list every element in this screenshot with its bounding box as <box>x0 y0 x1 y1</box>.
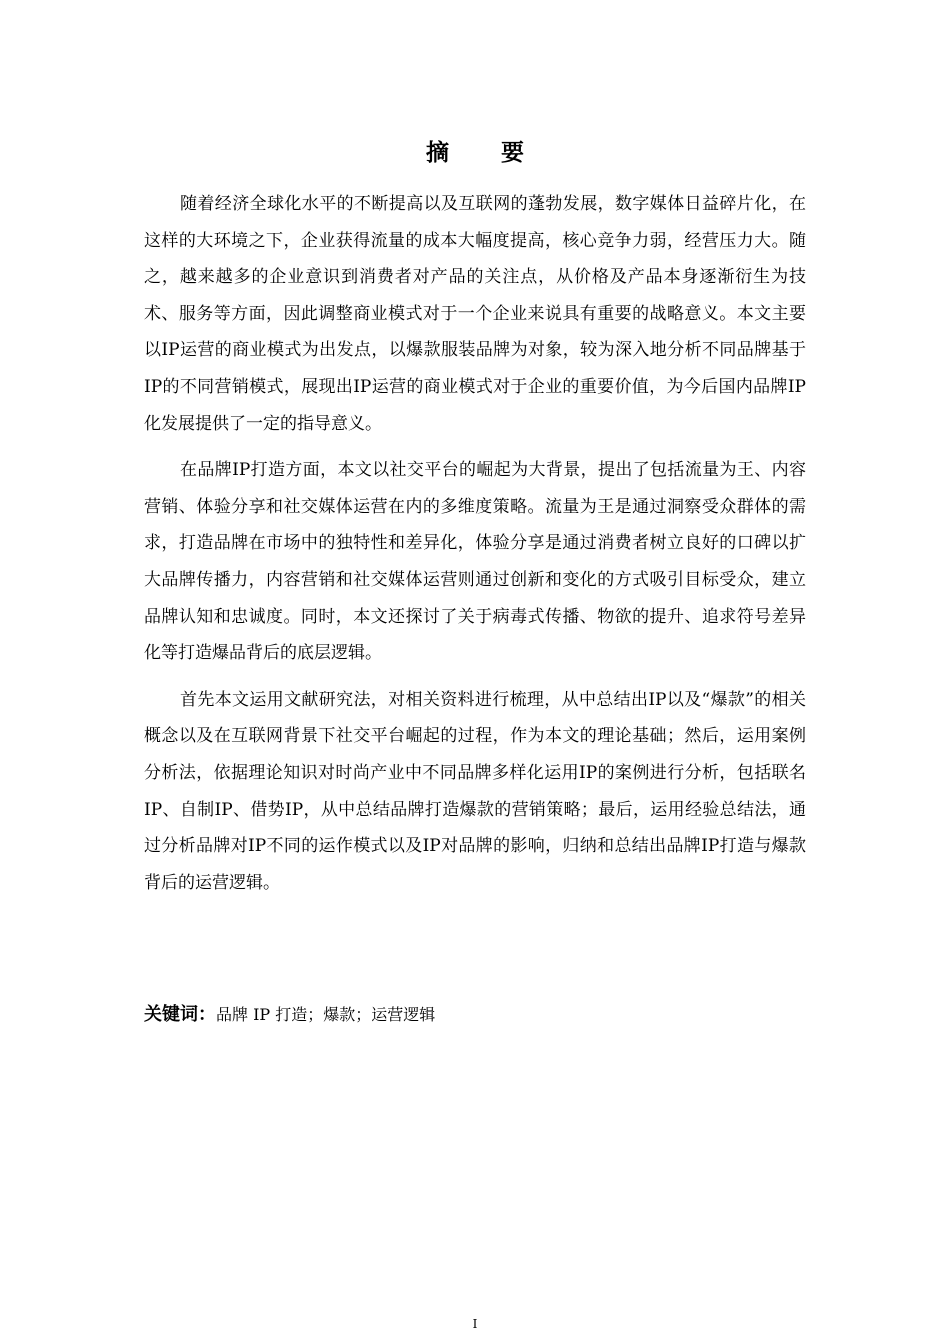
abstract-body <box>144 186 806 911</box>
abstract-paragraph-3: 首先本文运用文献研究法，对相关资料进行梳理，从中总结出IP以及“爆款”的相关概念以及在互联网背景下社交平台崛起的过程，作为本文的理论基础；然后，运用案例分析法，依据理论知识对时尚产业中不同品牌多样化运用IP的案例进行分析，包括联名IP、自制IP、借势IP，从中总结品牌打造爆款的营销策略；最后，运用经验总结法，通过分析品牌对IP不同的运作模式以及IP对品牌的影响，归纳和总结出品牌IP打造与爆款背后的运营逻辑。 <box>144 689 806 893</box>
keywords-value: 品牌 IP 打造；爆款；运营逻辑 <box>216 1005 436 1024</box>
keywords-line <box>144 998 806 1032</box>
page-number: I <box>472 1317 478 1331</box>
abstract-paragraph-1: 随着经济全球化水平的不断提高以及互联网的蓬勃发展，数字媒体日益碎片化，在这样的大环境之下，企业获得流量的成本大幅度提高，核心竞争力弱，经营压力大。随之，越来越多的企业意识到消费者对产品的关注点，从价格及产品本身逐渐衍生为技术、服务等方面，因此调整商业模式对于一个企业来说具有重要的战略意义。本文主要以IP运营的商业模式为出发点，以爆款服装品牌为对象，较为深入地分析不同品牌基于IP的不同营销模式，展现出IP运营的商业模式对于企业的重要价值，为今后国内品牌IP化发展提供了一定的指导意义。 <box>144 194 806 434</box>
keywords-label: 关键词： <box>144 1004 216 1025</box>
abstract-paragraph-2: 在品牌IP打造方面，本文以社交平台的崛起为大背景，提出了包括流量为王、内容营销、体验分享和社交媒体运营在内的多维度策略。流量为王是通过洞察受众群体的需求，打造品牌在市场中的独特性和差异化，体验分享是通过消费者树立良好的口碑以扩大品牌传播力，内容营销和社交媒体运营则通过创新和变化的方式吸引目标受众，建立品牌认知和忠诚度。同时，本文还探讨了关于病毒式传播、物欲的提升、追求符号差异化等打造爆品背后的底层逻辑。 <box>144 460 806 664</box>
page-title: 摘 要 <box>425 140 546 166</box>
